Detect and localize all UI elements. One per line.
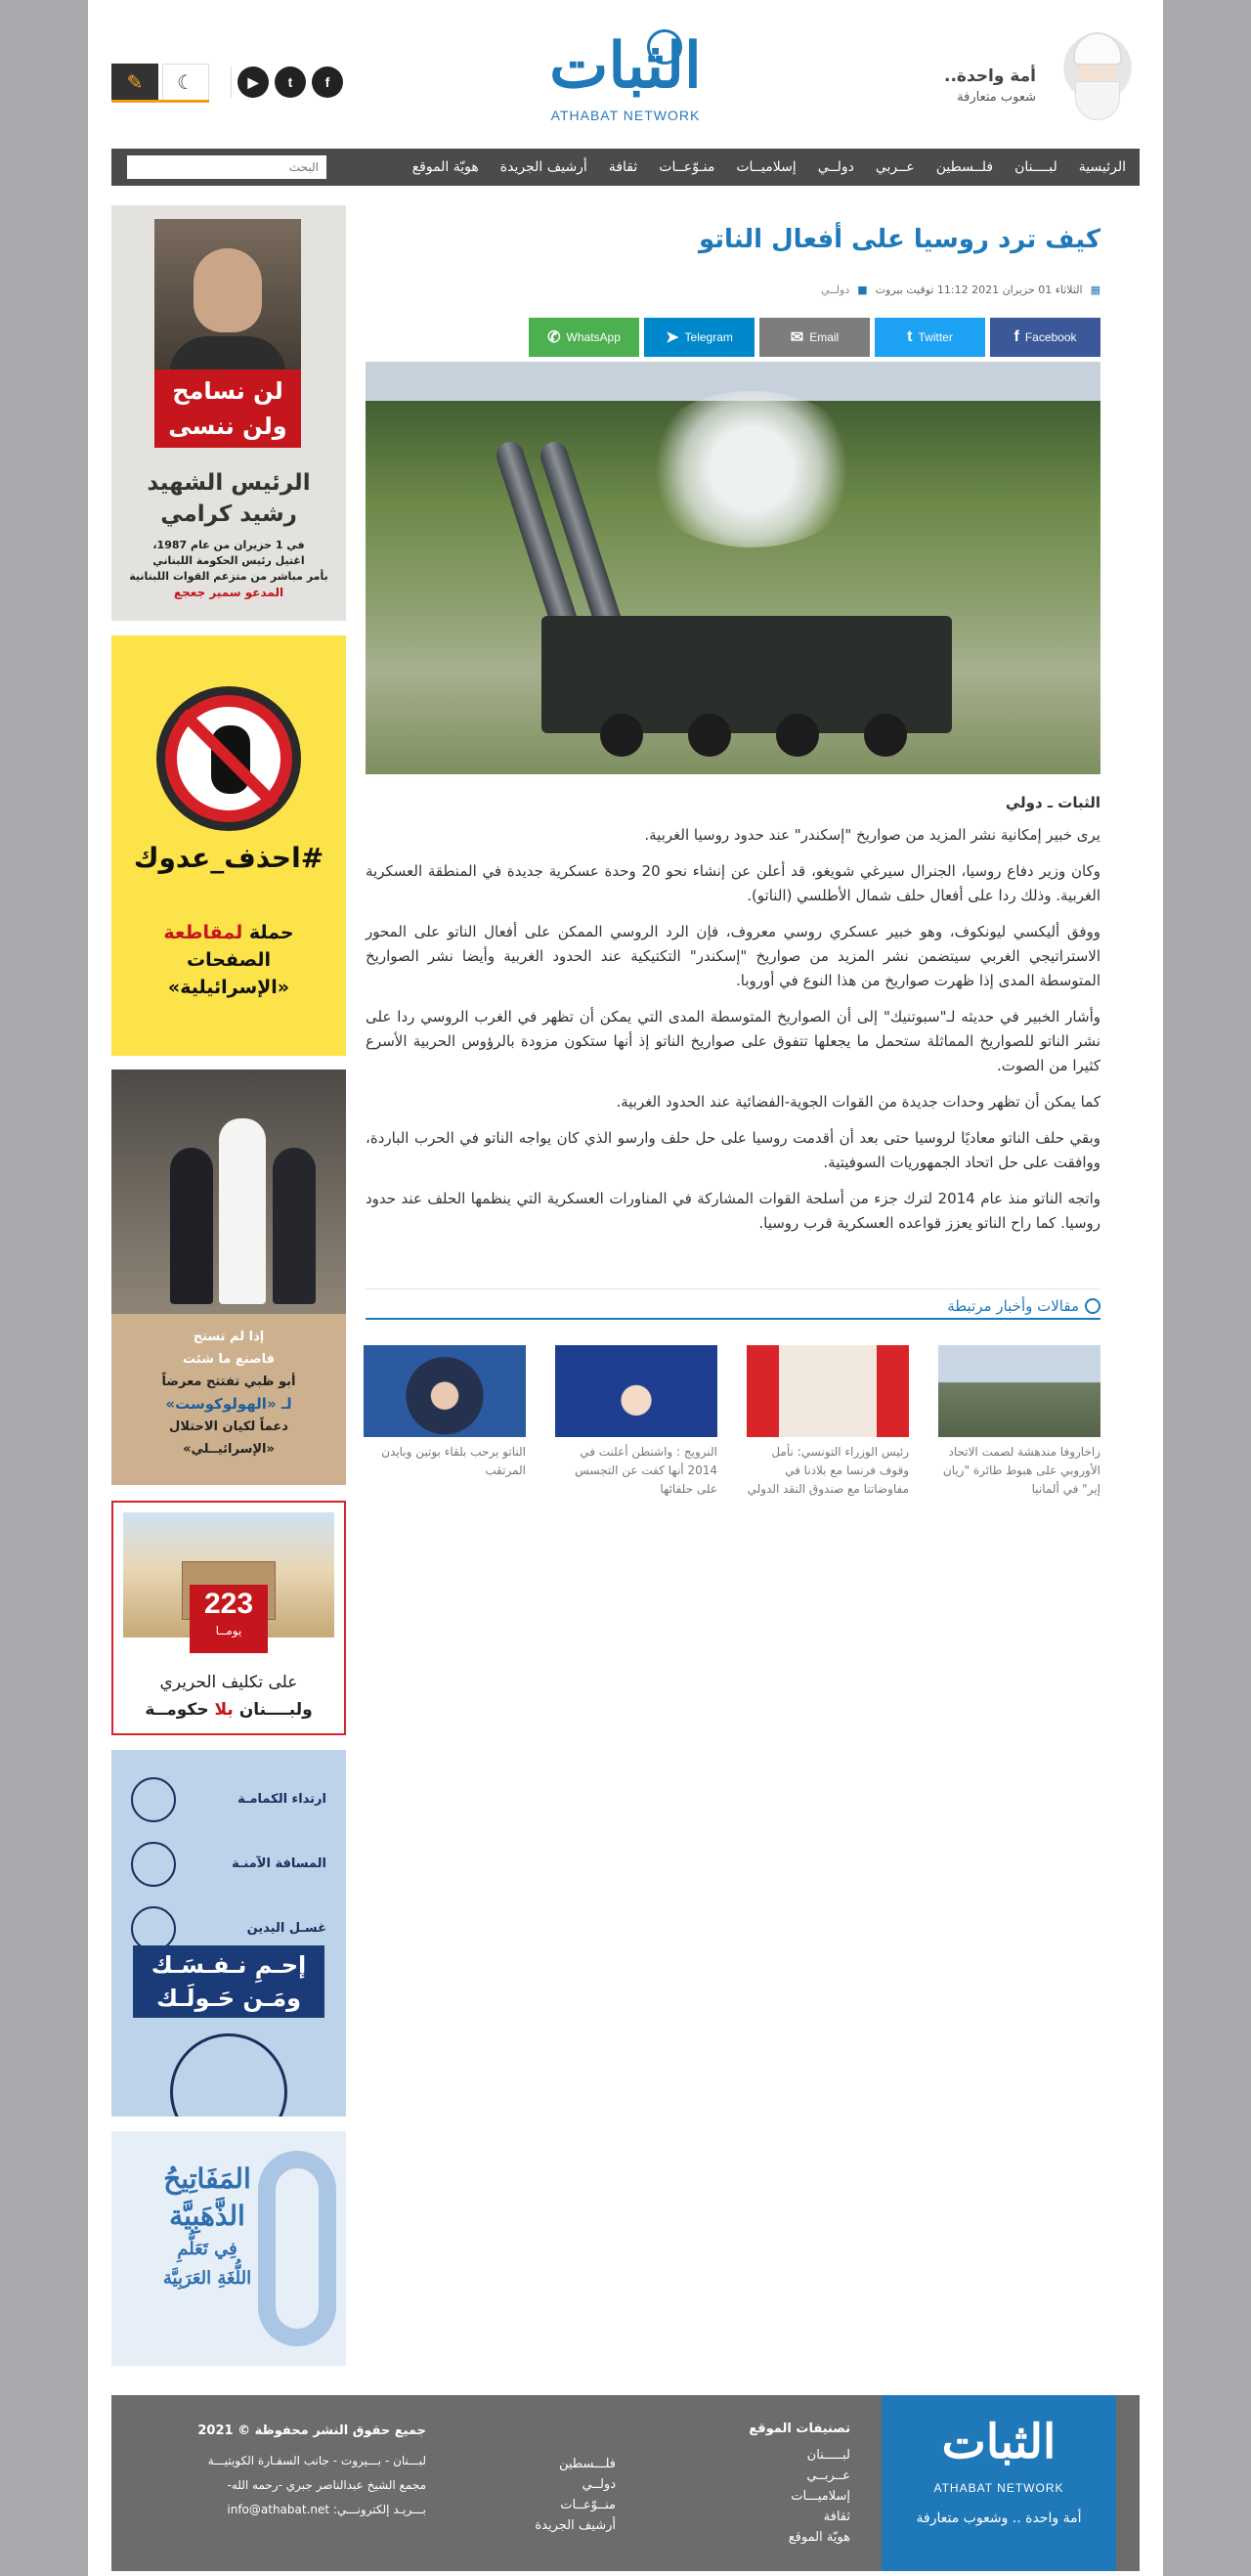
ad4-days-label: يومــا xyxy=(215,1624,242,1637)
ad5-item-1 xyxy=(131,1768,326,1832)
footer-categories-2 xyxy=(498,2454,616,2536)
turban-shape xyxy=(1073,32,1122,65)
related-heading xyxy=(366,1288,1100,1320)
ad-karami[interactable] xyxy=(111,205,346,621)
founder-portrait xyxy=(1044,24,1151,132)
article-title: كيف ترد روسيا على أفعال الناتو xyxy=(698,225,1100,254)
related-thumb-nato xyxy=(364,1345,526,1437)
related-card[interactable] xyxy=(747,1345,909,1499)
ad1-line-2: اغتيل رئيس الحكومة اللبناني xyxy=(152,554,305,567)
ad6-line-4: اللُّغَةِ العَرَبِيَّة xyxy=(162,2268,252,2289)
footer-link[interactable]: منــوّعــات xyxy=(560,2498,616,2512)
vehicle-wheel xyxy=(600,714,643,757)
ad1-line-3: بأمر مباشر من متزعم القوات اللبنانية xyxy=(129,570,328,583)
footer-link[interactable]: دولــي xyxy=(582,2477,616,2492)
distance-icon xyxy=(131,1842,176,1887)
ad2-line-2: الصفحات xyxy=(187,949,271,971)
article-paragraph: وبقي حلف الناتو معاديًا لروسيا حتى بعد أن أقدمت روسيا على حل حلف وارسو الذي كان يواجه الناتو في الحرب الباردة، ووافقت على حل اتحاد الجمهوريات السوفيتية. xyxy=(366,1129,1100,1171)
twitter-icon[interactable]: t xyxy=(275,66,306,98)
email-icon: ✉ xyxy=(790,329,804,346)
footer-slogan: أمة واحدة .. وشعوب متعارفة xyxy=(916,2511,1082,2526)
beard-shape xyxy=(1075,81,1120,120)
slogan-line-1: أمة واحدة.. xyxy=(944,66,1036,86)
ad-holocaust[interactable] xyxy=(111,1070,346,1485)
ad1-banner: لن نسامح ولن ننسى xyxy=(154,370,301,448)
ad2-text xyxy=(111,919,346,1001)
footer-link[interactable]: عــربــي xyxy=(806,2468,850,2483)
moon-icon: ☾ xyxy=(177,70,194,94)
site-header xyxy=(88,0,1163,142)
ad-covid[interactable] xyxy=(111,1750,346,2117)
ad3-photo xyxy=(111,1070,346,1314)
search-input[interactable] xyxy=(127,155,326,179)
share-telegram-label: Telegram xyxy=(684,330,733,344)
footer-email[interactable]: بـــريـد إلكترونـــي: info@athabat.net xyxy=(227,2503,426,2516)
person-suit-2 xyxy=(273,1148,316,1304)
related-thumb-plane xyxy=(938,1345,1100,1437)
vehicle-wheel xyxy=(776,714,819,757)
ad6-line-3: فِي تَعَلُّمِ xyxy=(177,2239,237,2259)
telegram-icon: ➤ xyxy=(666,329,679,346)
youtube-icon[interactable]: ▶ xyxy=(237,66,269,98)
nav-international[interactable]: دولــي xyxy=(817,159,854,175)
vehicle-wheel xyxy=(864,714,907,757)
related-card-title[interactable]: زاخاروفا مندهشة لصمت الاتحاد الأوروبي على هبوط طائرة "ريان إير" في ألمانيا xyxy=(942,1445,1100,1496)
site-footer xyxy=(111,2395,1140,2571)
share-whatsapp-button[interactable] xyxy=(529,318,639,357)
ad3-line-1: إذا لم تستح xyxy=(193,1330,265,1344)
dark-mode-button[interactable] xyxy=(162,64,209,101)
face-shape xyxy=(194,248,262,332)
footer-link[interactable]: هويّة الموقع xyxy=(788,2530,850,2545)
ad-boycott[interactable] xyxy=(111,635,346,1056)
logo-arabic: الثبات xyxy=(549,29,702,103)
vehicle-wheel xyxy=(688,714,731,757)
ad3-text xyxy=(121,1326,336,1461)
ad1-lines xyxy=(121,538,336,600)
ad2-line-1 xyxy=(111,919,346,946)
image-smoke xyxy=(639,391,864,547)
mask-label: ارتداء الكمامـة xyxy=(237,1792,326,1807)
footer-address-1: لبـــنان - بـــيروت - جانب السفـارة الكويتيـــة xyxy=(207,2454,426,2467)
nav-about[interactable]: هويّة الموقع xyxy=(411,159,479,175)
ad1-title: الرئيس الشهيد رشيد كرامي xyxy=(147,470,311,527)
ad2-line-3: «الإسرائيلية» xyxy=(167,977,290,998)
twitter-icon: t xyxy=(907,328,913,345)
tools-underline xyxy=(111,100,209,103)
nav-culture[interactable]: ثقافة xyxy=(608,159,638,175)
article-paragraph: وأشار الخبير في حديثه لـ"سبوتنيك" إلى أن الصواريخ المتوسطة المدى التي يمكن أن تظهر في الغرب الروسي ردا على نشر الناتو للصواريخ المماثلة ستحمل ما يجعلها تتفوق على صواريخ الناتو إذ أنها ستكون مزودة بالرؤوس الحربية الأسرع كثيرا من الصوت. xyxy=(366,1008,1100,1074)
related-list xyxy=(366,1345,1100,1499)
related-thumb-tunisia xyxy=(747,1345,909,1437)
person-white-robe xyxy=(219,1118,266,1304)
calendar-icon: ▦ xyxy=(1090,284,1100,296)
article-paragraph: ووفق أليكسي ليونكوف، وهو خبير عسكري روسي معروف، فإن الرد الروسي الممكن على أفعال الناتو على المحور الاستراتيجي الغربي سيتضمن نشر المزيد من صواريخ "إسكندر" التكتيكية عند الحدود الغربية وأيضا نشر الصواريخ المتوسطة المدى إذا ظهرت صواريخ من هذا النوع في أوروبا. xyxy=(366,923,1100,989)
site-logo[interactable] xyxy=(498,27,753,125)
nav-lebanon[interactable]: لبــــنان xyxy=(1014,159,1057,175)
logo-english: ATHABAT NETWORK xyxy=(550,108,701,123)
article-meta xyxy=(821,284,1100,296)
footer-categories xyxy=(733,2419,850,2548)
ad3-line-2: فاصنع ما شئت xyxy=(183,1352,275,1367)
karami-photo xyxy=(154,219,301,390)
header-tools xyxy=(111,63,343,102)
related-title: مقالات وأخبار مرتبطة xyxy=(947,1296,1079,1315)
slogan-line-2: شعوب متعارفة xyxy=(957,90,1036,105)
ad4-counter xyxy=(190,1585,268,1653)
reading-mode-button[interactable] xyxy=(111,64,158,101)
ad6-line-1: المَفَاتِيحُ xyxy=(163,2162,251,2195)
nav-palestine[interactable]: فلــسطين xyxy=(935,159,994,175)
nav-islamic[interactable]: إسلاميــات xyxy=(736,159,797,175)
related-card-title[interactable]: رئيس الوزراء التونسي: نأمل وقوف فرنسا مع بلادنا في مفاوضاتنا مع صندوق النقد الدولي xyxy=(747,1445,909,1496)
ad4-text xyxy=(113,1669,344,1724)
footer-logo-en: ATHABAT NETWORK xyxy=(933,2481,1064,2495)
globe-icon xyxy=(647,29,682,65)
nav-archive[interactable]: أرشيف الجريدة xyxy=(499,159,587,175)
virus-icon xyxy=(170,2033,287,2117)
prohibited-icon xyxy=(156,686,301,831)
footer-copyright: جميع حقوق النشر محفوظة © 2021 xyxy=(197,2423,426,2438)
mask-icon xyxy=(131,1777,176,1822)
ad2-boycott-word: لمقاطعة xyxy=(163,922,243,943)
related-card[interactable] xyxy=(555,1345,717,1499)
ad3-line-5: دعماً لكيان الاحتلال xyxy=(169,1419,288,1434)
facebook-icon: f xyxy=(1014,328,1019,345)
ad4-government: حكومــة xyxy=(145,1700,215,1720)
ad4-lebanon: ولبــــنان xyxy=(233,1700,313,1720)
ad3-line-6: «الإسرائيــلي» xyxy=(183,1442,275,1457)
ad-arabic-keys[interactable] xyxy=(111,2131,346,2366)
social-links xyxy=(231,66,343,98)
ad3-line-3: أبو ظبي تفتتح معرضاً xyxy=(161,1375,296,1389)
article-body xyxy=(366,823,1100,1247)
wash-label: غسـل اليدين xyxy=(246,1921,326,1936)
footer-link[interactable]: لبـــــنان xyxy=(806,2448,850,2463)
footer-logo: الثبات xyxy=(941,2415,1057,2469)
founder-slogan xyxy=(927,20,1151,137)
distance-label: المسافة الآمنـة xyxy=(232,1856,326,1871)
nav-arab[interactable]: عــربي xyxy=(875,159,915,175)
related-card[interactable] xyxy=(938,1345,1100,1499)
footer-brand[interactable] xyxy=(882,2395,1116,2571)
facebook-icon[interactable]: f xyxy=(312,66,343,98)
share-email-label: Email xyxy=(809,330,840,344)
related-card-title[interactable]: الناتو يرحب بلقاء بوتين وبايدن المرتقب xyxy=(381,1445,526,1477)
article-image xyxy=(366,362,1100,774)
ad5-slogan-1: إحـمِ نـفـسَـك xyxy=(151,1951,307,1979)
related-card-title[interactable]: النرويج : واشنطن أعلنت في 2014 أنها كفت عن التجسس على حلفائها xyxy=(575,1445,717,1496)
article-paragraph: واتجه الناتو منذ عام 2014 لترك جزء من أسلحة القوات المشاركة في المناورات العسكرية التي ينظمها الحلف عند حدود روسيا. كما راح الناتو يعزز قواعده العسكرية قرب روسيا. xyxy=(366,1190,1100,1232)
ad6-text xyxy=(119,2161,295,2293)
footer-contact xyxy=(133,2419,426,2522)
article-paragraph: وكان وزير دفاع روسيا، الجنرال سيرغي شويغو، قد أعلن عن إنشاء نحو 20 وحدة عسكرية جديدة في المنطقة العسكرية الغربية. وذلك ردا على أفعال حلف شمال الأطلسي (الناتو). xyxy=(366,862,1101,904)
share-twitter-button[interactable] xyxy=(875,318,985,357)
ad4-without: بلا xyxy=(214,1700,234,1720)
page-container xyxy=(88,0,1163,2576)
share-whatsapp-label: WhatsApp xyxy=(566,330,621,344)
ad4-line-1: على تكليف الحريري xyxy=(159,1673,298,1692)
reading-icon: ✎ xyxy=(126,70,144,94)
ad2-campaign: حملة xyxy=(248,922,294,943)
ad1-line-1: في 1 حزيران من عام 1987، xyxy=(152,539,305,551)
related-icon xyxy=(1085,1298,1100,1314)
article-category[interactable]: دولــي xyxy=(821,284,850,296)
share-twitter-label: Twitter xyxy=(918,330,953,344)
share-telegram-button[interactable] xyxy=(644,318,755,357)
ad5-item-2 xyxy=(131,1832,326,1897)
footer-link[interactable]: فلـــسطين xyxy=(558,2457,616,2471)
main-nav xyxy=(111,149,1140,186)
ad2-hashtag: #احذف_عدوك xyxy=(133,842,324,874)
ad4-line-2 xyxy=(113,1696,344,1724)
ad-no-government[interactable] xyxy=(111,1501,346,1735)
folder-icon: ■ xyxy=(857,284,868,296)
footer-link[interactable]: أرشيف الجريدة xyxy=(535,2518,616,2533)
article-paragraph: يرى خبير إمكانية نشر المزيد من صواريخ "إسكندر" عند حدود روسيا الغربية. xyxy=(644,826,1100,844)
ad1-line-4: المدعو سمير جعجع xyxy=(173,586,284,599)
ad6-line-2: الذَّهَبِيَّة xyxy=(169,2200,245,2232)
related-card[interactable] xyxy=(364,1345,526,1499)
nav-misc[interactable]: منـوّعــات xyxy=(659,159,715,175)
nav-home[interactable]: الرئيسية xyxy=(1078,159,1126,175)
whatsapp-icon: ✆ xyxy=(547,329,561,346)
ad5-slogan xyxy=(133,1945,324,2018)
footer-address-2: مجمع الشيخ عبدالناصر جبري -رحمه الله- xyxy=(227,2478,426,2492)
ad3-line-4: لـ «الهولوكوست» xyxy=(165,1395,292,1413)
share-facebook-button[interactable] xyxy=(990,318,1100,357)
share-email-button[interactable] xyxy=(759,318,870,357)
ad4-days: 223 xyxy=(203,1588,254,1620)
ad5-slogan-2: ومَـن حَـولَـك xyxy=(155,1985,302,2012)
footer-categories-heading: تصنيفات الموقع xyxy=(749,2422,850,2436)
footer-link[interactable]: ثقافة xyxy=(823,2510,850,2524)
article-kicker: الثبات ـ دولي xyxy=(1005,794,1100,811)
share-bar xyxy=(529,318,1100,357)
article-date: الثلاثاء 01 حزيران 2021 11:12 توقيت بيروت xyxy=(875,284,1083,296)
footer-link[interactable]: إسلاميـــات xyxy=(791,2489,850,2504)
share-facebook-label: Facebook xyxy=(1024,330,1077,344)
person-dark-suit xyxy=(170,1148,213,1304)
related-thumb-norway xyxy=(555,1345,717,1437)
ad5-list xyxy=(131,1768,326,1961)
article-paragraph: كما يمكن أن تظهر وحدات جديدة من القوات الجوية-الفضائية عند الحدود الغربية. xyxy=(616,1093,1100,1111)
